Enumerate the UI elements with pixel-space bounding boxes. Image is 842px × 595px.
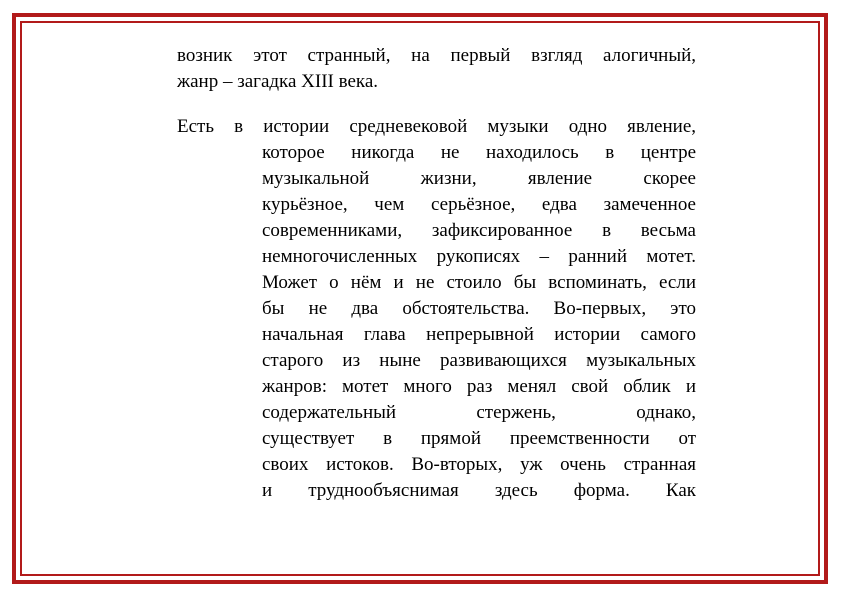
text-line: возник этот странный, на первый взгляд алогичный,	[177, 45, 696, 66]
text-line: которое никогда не находилось в центре	[262, 142, 696, 163]
text-line: старого из ныне развивающихся музыкальных	[262, 350, 696, 371]
text-line: курьёзное, чем серьёзное, едва замеченное	[262, 194, 696, 215]
text-line: и труднообъяснимая здесь форма. Как	[262, 480, 696, 501]
text-line: Есть в истории средневековой музыки одно явление,	[177, 116, 696, 137]
text-line: музыкальной жизни, явление скорее	[262, 168, 696, 189]
text-line: бы не два обстоятельства. Во-первых, это	[262, 298, 696, 319]
paragraph-intro	[177, 43, 696, 95]
paragraph-main	[177, 114, 696, 504]
text-line: современниками, зафиксированное в весьма	[262, 220, 696, 241]
text-line: содержательный стержень, однако,	[262, 402, 696, 423]
text-line: начальная глава непрерывной истории самого	[262, 324, 696, 345]
text-line: жанр – загадка XIII века.	[177, 71, 379, 92]
text-line: немногочисленных рукописях – ранний мотет.	[262, 246, 696, 267]
text-line: жанров: мотет много раз менял свой облик и	[262, 376, 696, 397]
text-line: Может о нём и не стоило бы вспоминать, если	[262, 272, 696, 293]
text-line: своих истоков. Во-вторых, уж очень странная	[262, 454, 696, 475]
text-line: существует в прямой преемственности от	[262, 428, 696, 449]
